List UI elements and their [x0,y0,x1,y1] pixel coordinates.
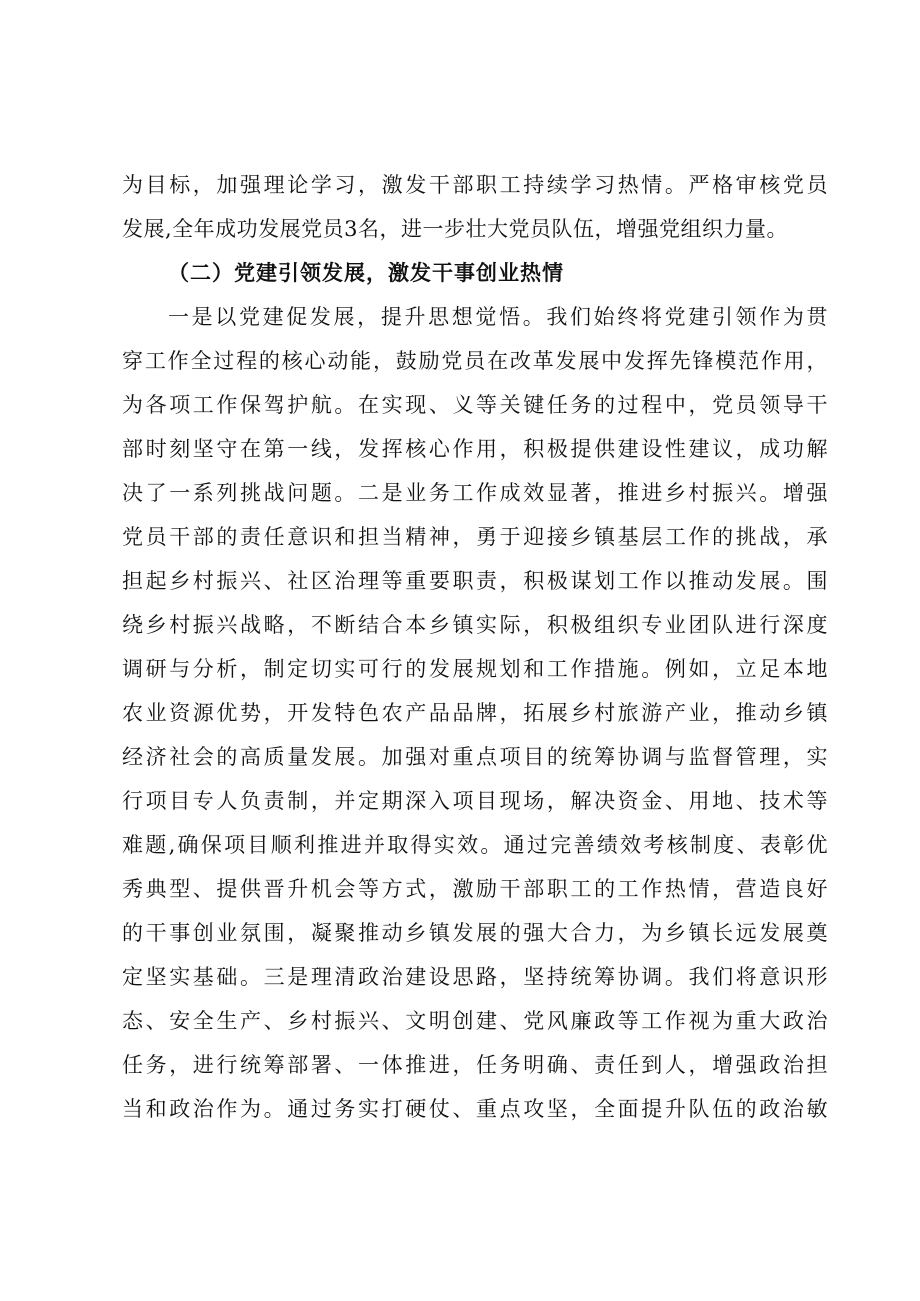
paragraph-line: 一是以党建促发展，提升思想觉悟。我们始终将党建引领作为贯 [168,305,828,329]
paragraph-line: 为目标，加强理论学习，激发干部职工持续学习热情。严格审核党员 [122,173,828,197]
paragraph-line: 部时刻坚守在第一线，发挥核心作用，积极提供建设性建议，成功解 [122,437,828,461]
paragraph-line: 担起乡村振兴、社区治理等重要职责，积极谋划工作以推动发展。围 [122,569,828,593]
paragraph-line: 秀典型、提供晋升机会等方式，激励干部职工的工作热情，营造良好 [122,877,828,901]
paragraph-line: 党员干部的责任意识和担当精神，勇于迎接乡镇基层工作的挑战，承 [122,525,828,549]
paragraph-line: 任务，进行统筹部署、一体推进，任务明确、责任到人，增强政治担 [122,1053,828,1077]
paragraph-line: 的干事创业氛围，凝聚推动乡镇发展的强大合力，为乡镇长远发展奠 [122,921,828,945]
paragraph-line: 经济社会的高质量发展。加强对重点项目的统筹协调与监督管理，实 [122,745,828,769]
paragraph-line: 绕乡村振兴战略，不断结合本乡镇实际，积极组织专业团队进行深度 [122,613,828,637]
paragraph-line: 决了一系列挑战问题。二是业务工作成效显著，推进乡村振兴。增强 [122,481,828,505]
section-heading: （二）党建引领发展，激发干事创业热情 [168,260,564,285]
paragraph-line: 为各项工作保驾护航。在实现、义等关键任务的过程中，党员领导干 [122,393,828,417]
paragraph-line: 发展,全年成功发展党员3名，进一步壮大党员队伍，增强党组织力量。 [122,217,789,241]
paragraph-line: 定坚实基础。三是理清政治建设思路，坚持统筹协调。我们将意识形 [122,965,828,989]
paragraph-line: 态、安全生产、乡村振兴、文明创建、党风廉政等工作视为重大政治 [122,1009,828,1033]
paragraph-line: 调研与分析，制定切实可行的发展规划和工作措施。例如，立足本地 [122,657,828,681]
paragraph-line: 当和政治作为。通过务实打硬仗、重点攻坚，全面提升队伍的政治敏 [122,1097,828,1121]
paragraph-line: 难题,确保项目顺利推进并取得实效。通过完善绩效考核制度、表彰优 [122,833,828,857]
paragraph-line: 行项目专人负责制，并定期深入项目现场，解决资金、用地、技术等 [122,789,828,813]
paragraph-line: 穿工作全过程的核心动能，鼓励党员在改革发展中发挥先锋模范作用， [122,349,828,373]
paragraph-line: 农业资源优势，开发特色农产品品牌，拓展乡村旅游产业，推动乡镇 [122,701,828,725]
